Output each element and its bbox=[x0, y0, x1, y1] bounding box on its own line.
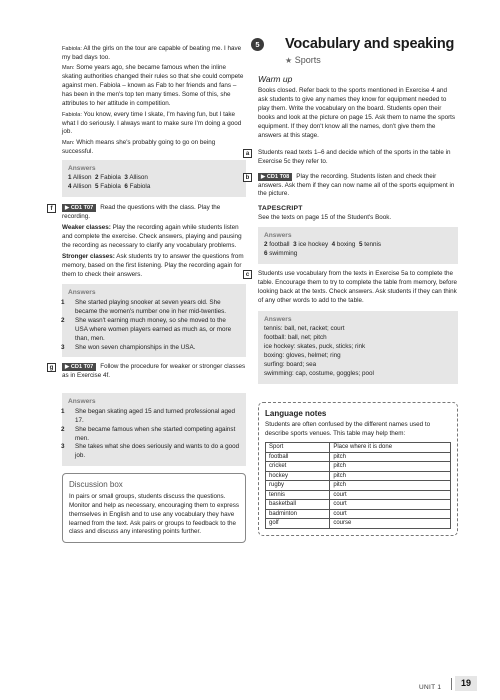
list-item: ice hockey: skates, puck, sticks; rink bbox=[264, 343, 366, 351]
list-item: boxing: gloves, helmet; ring bbox=[264, 352, 341, 360]
exercise-a: a Students read texts 1–6 and decide which of the sports in the table in Exercise 5c they refer to. bbox=[258, 149, 458, 167]
exercise-letter: b bbox=[243, 173, 252, 182]
answers-row: 6 swimming bbox=[264, 250, 298, 258]
table-row: tennis court bbox=[266, 490, 451, 500]
cd-track-badge[interactable]: ▶ CD1 T08 bbox=[258, 173, 292, 181]
answers-box-c bbox=[258, 311, 458, 384]
dialogue-line: Man: Which means she's probably going to go on being successful. bbox=[62, 138, 216, 155]
cd-track-badge[interactable]: ▶ CD1 T07 bbox=[62, 363, 96, 371]
section-subtitle: ★ Sports bbox=[285, 55, 321, 65]
list-item: 1 She began skating aged 15 and turned professional aged 17. bbox=[61, 407, 235, 424]
exercise-letter: c bbox=[243, 270, 252, 279]
list-item: swimming: cap, costume, goggles; pool bbox=[264, 369, 374, 377]
table-row: hockey pitch bbox=[266, 471, 451, 481]
sports-venue-table bbox=[265, 442, 451, 529]
footer-divider bbox=[451, 678, 452, 690]
warm-up-heading: Warm up bbox=[258, 74, 293, 84]
table-row: basketball court bbox=[266, 500, 451, 510]
list-item: 2 She wasn't earning much money, so she moved to the USA where women players earned as much as, or more than, men. bbox=[61, 316, 232, 342]
discussion-heading: Discussion box bbox=[69, 480, 123, 490]
exercise-c: c Students use vocabulary from the texts in Exercise 5a to complete the table. Encourage them to try to complete the table from memory, before looking back at the texts. Check answers. Ask students if they can think of any other words to add to the table. bbox=[258, 270, 458, 306]
table-header-row: Sport Place where it is done bbox=[266, 443, 451, 453]
warm-up: Warm up Books closed. Refer back to the sports mentioned in Exercise 4 and ask students to give any names they know for equipment needed to play them. Write the vocabulary on the board. Students open their books and look at the picture on page 15. Ask them to name the sports equipment. If they don't know all the names, don't give them the answers at this stage. bbox=[258, 73, 458, 141]
answers-box-f bbox=[62, 284, 246, 357]
table-row: badminton court bbox=[266, 509, 451, 519]
table-row: golf course bbox=[266, 519, 451, 529]
table-row: football pitch bbox=[266, 452, 451, 462]
language-notes-box: Language notes Students are often confused by the different names used to describe sports venues. This table may help them: Sport Place where it is done football pitch cricket pitch hockey pitch rugby pitch tennis court basketball court badminton court golf course bbox=[258, 402, 458, 536]
tapescript-heading: TAPESCRIPT bbox=[258, 205, 303, 213]
answers-row: 2 football 3 ice hockey 4 boxing 5 tennis bbox=[264, 241, 382, 249]
list-item: football: ball, net; pitch bbox=[264, 334, 327, 342]
left-column bbox=[49, 45, 246, 543]
unit-label: UNIT 1 bbox=[419, 684, 442, 691]
answers-heading: Answers bbox=[68, 164, 96, 172]
table-row: cricket pitch bbox=[266, 462, 451, 472]
dialogue bbox=[62, 45, 246, 157]
right-column bbox=[245, 73, 458, 536]
answers-heading: Answers bbox=[68, 289, 96, 297]
discussion-box: Discussion box In pairs or small groups, students discuss the questions. Monitor and help as necessary, encouraging them to express themselves in English and to use any vocabulary they have learned from the text. Ask pairs or groups to feedback to the class and discuss any interesting points further. bbox=[62, 473, 246, 543]
star-icon: ★ bbox=[285, 56, 293, 65]
list-item: 3 She won seven championships in the USA. bbox=[61, 343, 196, 351]
answers-box-e bbox=[62, 160, 246, 197]
dialogue-line: Man: Some years ago, she became famous when the inline skating authorities changed their rules so that she could compete against men. Fabiola – known as Fab to her friends and fans – has been in the men's top ten many times. Some of this, she attributes to her attitude in competition. bbox=[62, 64, 244, 108]
exercise-f: f ▶ CD1 T07 Read the questions with the class. Play the recording. Weaker classes: Play the recording again while students listen and complete the exercise. Check answers, playing and pausing the recording as necessary to clarify any vocabulary problems. Stronger classes: Ask students try to answer the questions from memory, based on the first listening. Play the recording again for them to check their answers. bbox=[62, 204, 246, 280]
answers-box-g bbox=[62, 393, 246, 466]
exercise-letter: a bbox=[243, 149, 252, 158]
answers-heading: Answers bbox=[264, 231, 292, 239]
list-item: 1 She started playing snooker at seven years old. She became the women's number one in her mid-twenties. bbox=[61, 298, 227, 315]
exercise-letter: f bbox=[47, 204, 56, 213]
answers-heading: Answers bbox=[68, 398, 96, 406]
language-notes-heading: Language notes bbox=[265, 408, 327, 418]
answers-heading: Answers bbox=[264, 315, 292, 323]
list-item: 3 She takes what she does seriously and wants to do a good job. bbox=[61, 443, 240, 460]
answers-row: 4 Allison 5 Fabiola 6 Fabiola bbox=[68, 183, 151, 191]
table-row: rugby pitch bbox=[266, 481, 451, 491]
exercise-g: g ▶ CD1 T07 Follow the procedure for weaker or stronger classes as in Exercise 4f. bbox=[62, 363, 246, 381]
dialogue-line: Fabiola: All the girls on the tour are capable of beating me. I have my bad days too. bbox=[62, 45, 242, 61]
section-title: Vocabulary and speaking bbox=[285, 36, 455, 52]
exercise-letter: g bbox=[47, 363, 56, 372]
tapescript: TAPESCRIPT See the texts on page 15 of the Student's Book. bbox=[258, 204, 458, 223]
list-item: surfing: board; sea bbox=[264, 361, 317, 369]
cd-track-badge[interactable]: ▶ CD1 T07 bbox=[62, 204, 96, 212]
page-number: 19 bbox=[455, 676, 477, 691]
dialogue-line: Fabiola: You know, every time I skate, I'm having fun, but I take what I do seriously. I always want to make sure I'm doing a good job. bbox=[62, 110, 242, 136]
answers-box-b bbox=[258, 227, 458, 264]
list-item: 2 She became famous when she started competing against men. bbox=[61, 425, 236, 442]
answers-row: 1 Allison 2 Fabiola 3 Allison bbox=[68, 174, 148, 182]
list-item: tennis: ball, net, racket; court bbox=[264, 325, 345, 333]
exercise-b: b ▶ CD1 T08 Play the recording. Students listen and check their answers. Ask them if they can now name all of the sports equipment in the picture. bbox=[258, 173, 458, 200]
